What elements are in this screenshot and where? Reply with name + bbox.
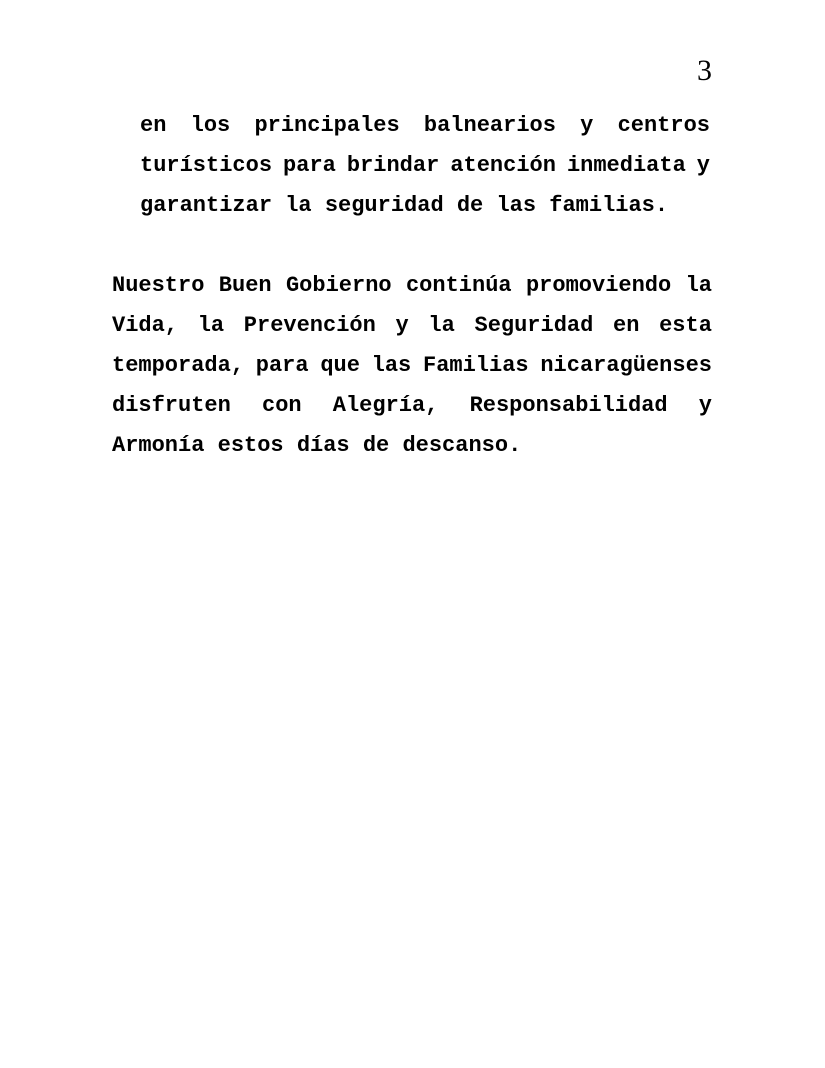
word: las (371, 353, 412, 378)
word: y (395, 313, 409, 338)
word: Alegría, (332, 393, 439, 418)
text-line (112, 306, 712, 346)
word: en (613, 313, 640, 338)
word: y (580, 113, 594, 138)
word: para (283, 153, 336, 178)
word: Nuestro (112, 273, 205, 298)
word: nicaragüenses (540, 353, 712, 378)
text-line (112, 266, 712, 306)
word: Familias (423, 353, 529, 378)
word: promoviendo (525, 273, 672, 298)
word: Responsabilidad (469, 393, 668, 418)
word: en (140, 113, 167, 138)
word: balnearios (423, 113, 556, 138)
word: centros (617, 113, 710, 138)
word: Gobierno (285, 273, 392, 298)
word: la (685, 273, 712, 298)
word: y (698, 393, 712, 418)
word: inmediata (566, 153, 686, 178)
word: Vida, (112, 313, 179, 338)
text-line: Armonía estos días de descanso. (112, 433, 522, 458)
text-line (140, 146, 710, 186)
word: principales (254, 113, 400, 138)
word: disfruten (112, 393, 231, 418)
text-line (112, 386, 712, 426)
word: la (197, 313, 225, 338)
word: brindar (346, 153, 440, 178)
text-line (140, 106, 710, 146)
page-number: 3 (697, 54, 712, 87)
word: que (320, 353, 360, 378)
word: turísticos (140, 153, 273, 178)
word: esta (659, 313, 712, 338)
text-line (112, 346, 712, 386)
word: los (190, 113, 231, 138)
word: con (262, 393, 302, 418)
word: para (255, 353, 309, 378)
word: Seguridad (474, 313, 594, 338)
word: y (696, 153, 710, 178)
word: Buen (218, 273, 272, 298)
word: continúa (405, 273, 512, 298)
word: atención (450, 153, 556, 178)
paragraph-buen-gobierno (112, 266, 712, 466)
paragraph-indented-balnearios (140, 106, 710, 226)
word: la (428, 313, 455, 338)
word: temporada, (112, 353, 245, 378)
text-line: garantizar la seguridad de las familias. (140, 193, 669, 218)
word: Prevención (243, 313, 376, 338)
